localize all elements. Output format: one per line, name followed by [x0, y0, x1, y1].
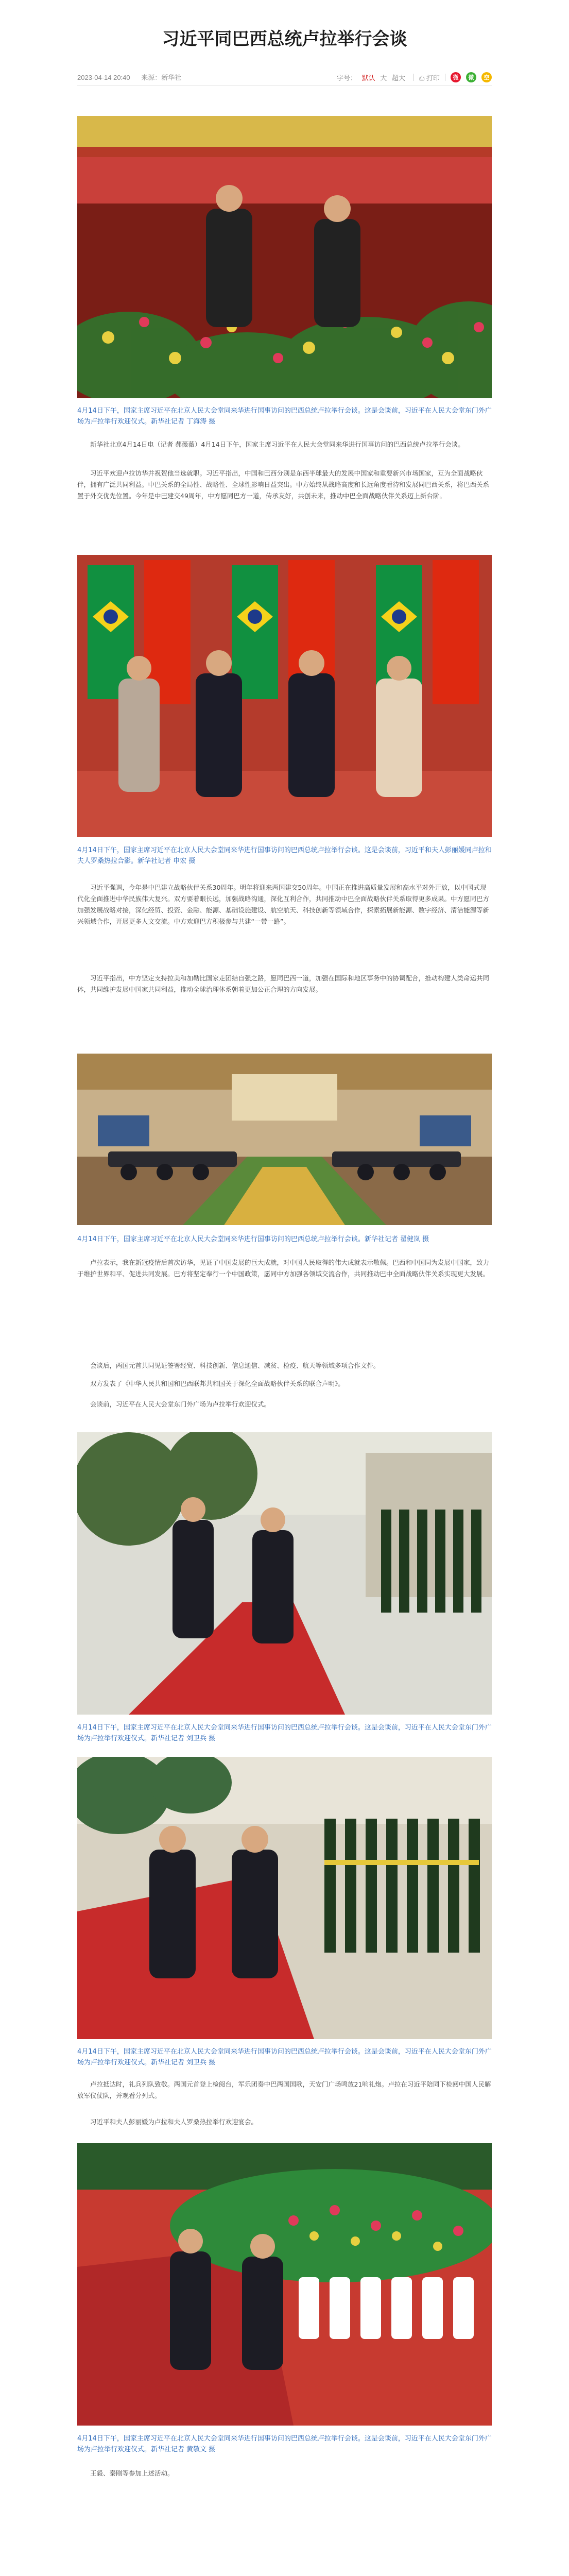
font-size-control: [337, 73, 408, 82]
article-paragraph: 习近平欢迎卢拉访华并祝贺他当选就职。习近平指出，中国和巴西分别是东西半球最大的发展中国家和重要新兴市场国家，互为全面战略伙伴，拥有广泛共同利益。中巴关系的全局性、战略性、全球性影响日益突出。中方始终从战略高度和长远角度看待和发展同巴西关系，将巴西关系置于外交优先位置。今年是中巴建交49周年，中方愿同巴方一道，传承友好，共创未来，推动中巴全面战略伙伴关系迈上新台阶。: [77, 469, 490, 500]
photo-caption: 4月14日下午，国家主席习近平在北京人民大会堂同来华进行国事访问的巴西总统卢拉举行会谈。这是会谈前，习近平在人民大会堂东门外广场为卢拉举行欢迎仪式。新华社记者 黄敬文 摄: [77, 2435, 492, 2453]
photo-caption: 4月14日下午，国家主席习近平在北京人民大会堂同来华进行国事访问的巴西总统卢拉举行会谈。这是会谈前，习近平在人民大会堂东门外广场为卢拉举行欢迎仪式。新华社记者 丁海涛 摄: [77, 407, 492, 426]
article-paragraph: 习近平强调，今年是中巴建立战略伙伴关系30周年。明年将迎来两国建交50周年。中国正在推进高质量发展和高水平对外开放，以中国式现代化全面推进中华民族伟大复兴。双方要着眼长远，加强战略沟通，深化互利合作，共同推动中巴全面战略伙伴关系取得更多成果。中方愿同巴方加强发展战略对接，深化经贸、投资、金融、能源、基础设施建设、航空航天、科技创新等领域合作，探索拓展新能源、数字经济、清洁能源等新兴领域合作，开展更多人文交流。中方欢迎巴方积极参与共建“一带一路”。: [77, 884, 490, 925]
font-size-default[interactable]: 默认: [361, 74, 375, 82]
article-paragraph: 卢拉抵达时，礼兵列队致敬。两国元首登上检阅台，军乐团奏中巴两国国歌，天安门广场鸣放21响礼炮。卢拉在习近平陪同下检阅中国人民解放军仪仗队，并观看分列式。: [77, 2080, 491, 2099]
article-paragraph: 会谈后，两国元首共同见证签署经贸、科技创新、信息通信、减贫、检疫、航天等领域多项合作文件。: [90, 1362, 380, 1369]
photo-caption: 4月14日下午，国家主席习近平在北京人民大会堂同来华进行国事访问的巴西总统卢拉举行会谈。这是会谈前，习近平在人民大会堂东门外广场为卢拉举行欢迎仪式。新华社记者 刘卫兵 摄: [77, 1724, 492, 1742]
font-size-large[interactable]: 大: [380, 74, 387, 82]
publish-date: 2023-04-14 20:40: [77, 74, 130, 81]
article-paragraph: 会谈前，习近平在人民大会堂东门外广场为卢拉举行欢迎仪式。: [90, 1400, 271, 1408]
article-source: 来源：新华社: [141, 74, 182, 81]
article-paragraph: 习近平指出，中方坚定支持拉美和加勒比国家走团结自强之路，愿同巴西一道，加强在国际和地区事务中的协调配合，推动构建人类命运共同体，共同维护发展中国家共同利益，推动全球治理体系朝着更加公正合理的方向发展。: [77, 974, 490, 993]
photo-group-flags: [77, 555, 492, 837]
photo-honor-guard: [77, 1757, 492, 2039]
print-button[interactable]: ⎙ 打印: [419, 74, 440, 82]
article-paragraph: 习近平和夫人彭丽媛为卢拉和夫人罗桑热拉举行欢迎宴会。: [90, 2118, 258, 2126]
weibo-share-icon[interactable]: 微: [451, 72, 461, 82]
wechat-share-icon[interactable]: 微: [466, 72, 476, 82]
photo-caption: 4月14日下午，国家主席习近平在北京人民大会堂同来华进行国事访问的巴西总统卢拉举行会谈。这是会谈前，习近平在人民大会堂东门外广场为卢拉举行欢迎仪式。新华社记者 刘卫兵 摄: [77, 2048, 492, 2066]
qzone-share-icon[interactable]: 空: [481, 72, 492, 82]
article-paragraph: 卢拉表示，我在新冠疫情后首次访华，见证了中国发展的巨大成就，对中国人民取得的伟大成就表示敬佩。巴西和中国同为发展中国家，致力于维护世界和平、促进共同发展。巴方将坚定奉行一个中国政策，愿同中方加强各领域交流合作，共同推动巴中全面战略伙伴关系实现更大发展。: [77, 1259, 490, 1278]
meta-divider: [413, 74, 414, 81]
article-paragraph: 新华社北京4月14日电（记者 郝薇薇）4月14日下午，国家主席习近平在人民大会堂同来华进行国事访问的巴西总统卢拉举行会谈。: [90, 440, 464, 448]
article-paragraph: 王毅、秦刚等参加上述活动。: [90, 2469, 174, 2477]
photo-talks-room: [77, 1054, 492, 1225]
photo-welcome-ceremony: [77, 116, 492, 398]
font-size-xlarge[interactable]: 超大: [391, 74, 405, 82]
print-icon: ⎙: [419, 74, 425, 82]
article-meta: [77, 69, 492, 86]
photo-caption: 4月14日下午，国家主席习近平在北京人民大会堂同来华进行国事访问的巴西总统卢拉举行会谈。这是会谈前，习近平和夫人彭丽媛同卢拉和夫人罗桑热拉合影。新华社记者 申宏 摄: [77, 846, 492, 865]
font-size-label: 字号：: [337, 74, 357, 82]
photo-children-welcome: [77, 2143, 492, 2426]
page-title: 习近平同巴西总统卢拉举行会谈: [162, 29, 407, 49]
photo-caption: 4月14日下午，国家主席习近平在北京人民大会堂同来华进行国事访问的巴西总统卢拉举行会谈。新华社记者 翟健岚 摄: [77, 1235, 429, 1243]
article-paragraph: 双方发表了《中华人民共和国和巴西联邦共和国关于深化全面战略伙伴关系的联合声明》。: [90, 1380, 344, 1387]
photo-welcome-walk: [77, 1432, 492, 1715]
